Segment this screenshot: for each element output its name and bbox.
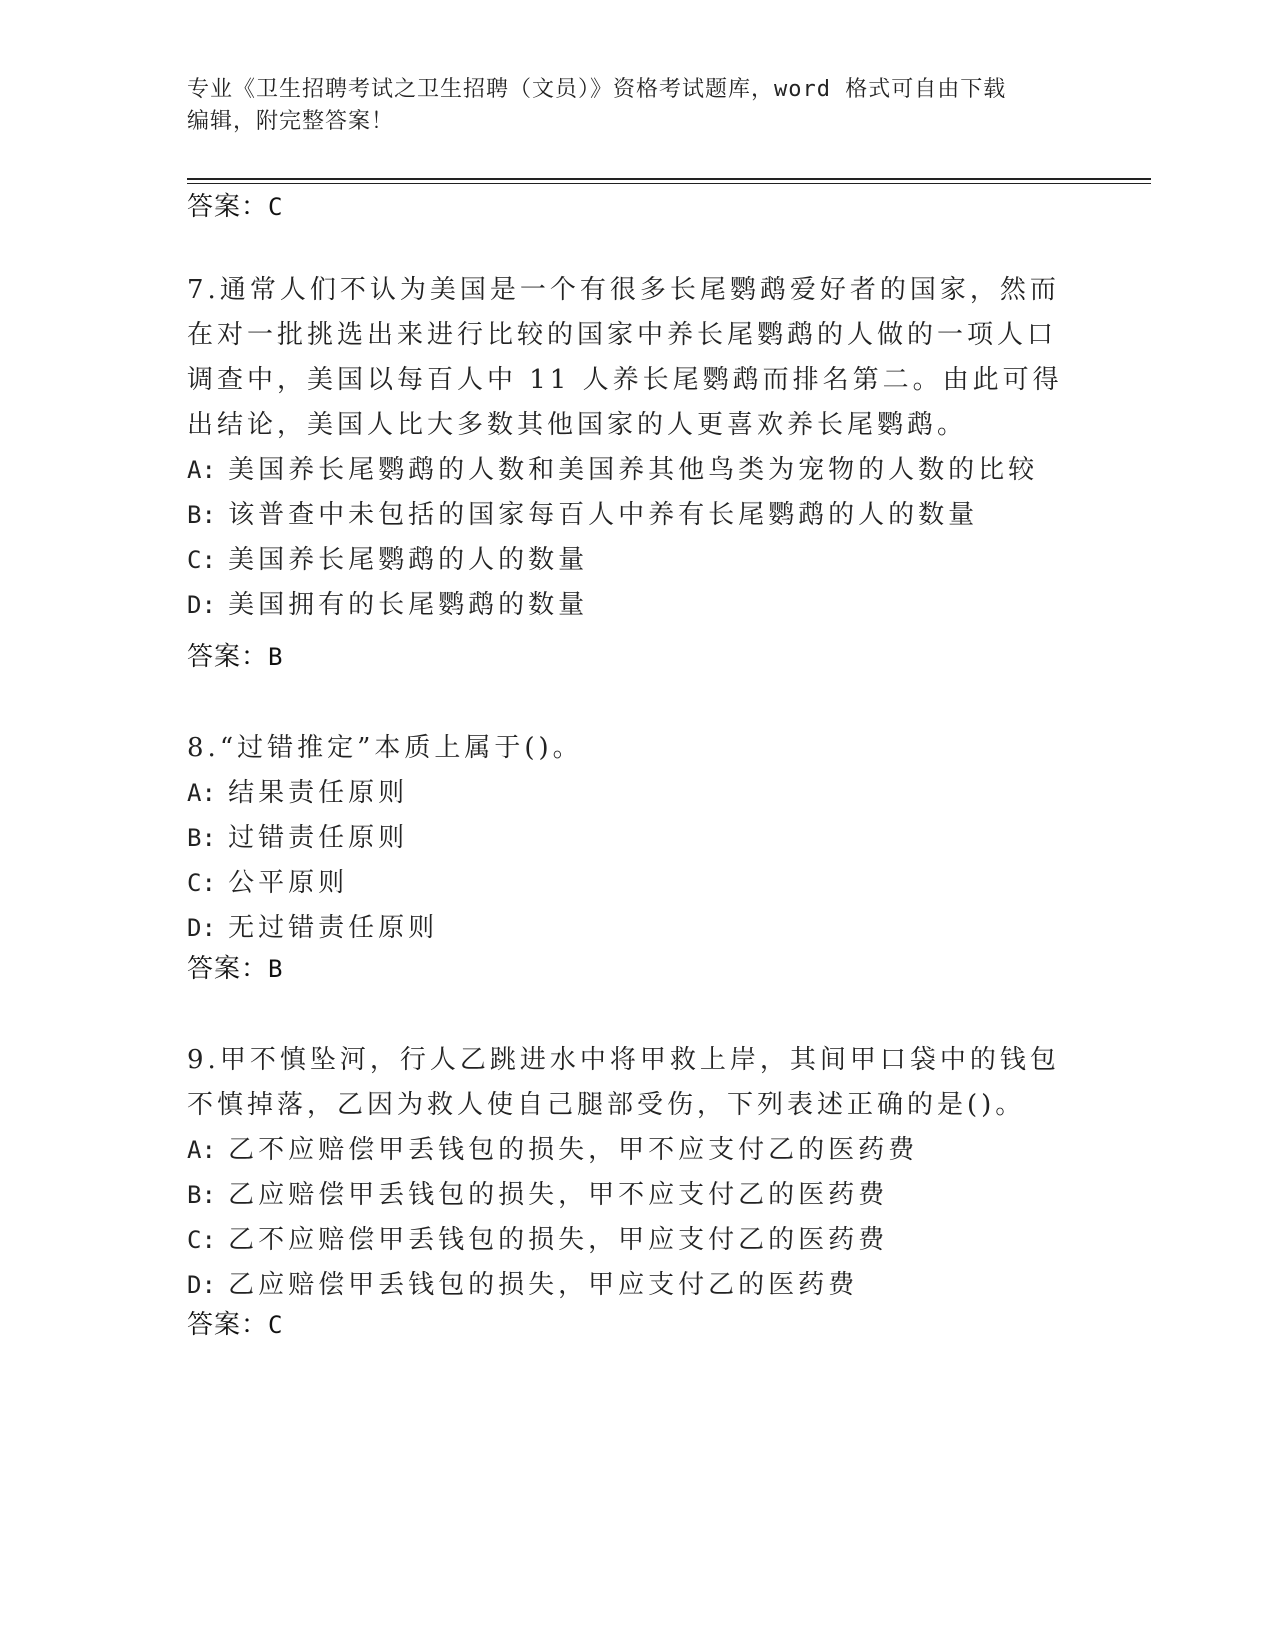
option-d bbox=[187, 1263, 1067, 1308]
question-text: 通常人们不认为美国是一个有很多长尾鹦鹉爱好者的国家，然而在对一批挑选出来进行比较的国家中养长尾鹦鹉的人做的一项人口调查中，美国以每百人中 11 人养长尾鹦鹉而排名第二。由此可得出结论，美国人比大多数其他国家的人更喜欢养长尾鹦鹉。 bbox=[187, 275, 1063, 440]
question-text: “过错推定”本质上属于()。 bbox=[219, 733, 583, 763]
question-stem bbox=[187, 268, 1067, 448]
option-d bbox=[187, 583, 1067, 628]
option-letter: A: bbox=[187, 1136, 216, 1164]
option-b bbox=[187, 816, 1067, 861]
answer-label: 答案： bbox=[187, 1310, 269, 1340]
option-text: 公平原则 bbox=[228, 868, 349, 898]
question-number: 9. bbox=[187, 1045, 220, 1075]
header-rule-thick bbox=[187, 178, 1151, 180]
answer-value: C bbox=[268, 193, 284, 221]
option-letter: C: bbox=[187, 1226, 216, 1254]
option-letter: B: bbox=[187, 501, 216, 529]
option-text: 美国养长尾鹦鹉的人数和美国养其他鸟类为宠物的人数的比较 bbox=[228, 455, 1039, 485]
option-letter: A: bbox=[187, 779, 216, 807]
answer-7 bbox=[187, 640, 283, 674]
option-letter: B: bbox=[187, 824, 216, 852]
answer-value: C bbox=[268, 1311, 284, 1339]
document-header bbox=[187, 74, 1067, 138]
option-letter: D: bbox=[187, 591, 216, 619]
answer-label: 答案： bbox=[187, 192, 269, 222]
option-letter: C: bbox=[187, 869, 216, 897]
question-9 bbox=[187, 1038, 1067, 1308]
question-number: 8. bbox=[187, 733, 220, 763]
previous-answer bbox=[187, 190, 283, 224]
option-text: 乙应赔偿甲丢钱包的损失，甲不应支付乙的医药费 bbox=[228, 1180, 889, 1210]
question-7 bbox=[187, 268, 1067, 628]
option-text: 美国养长尾鹦鹉的人的数量 bbox=[228, 545, 589, 575]
answer-8 bbox=[187, 952, 283, 986]
question-stem bbox=[187, 1038, 1067, 1128]
option-c bbox=[187, 1218, 1067, 1263]
option-a bbox=[187, 448, 1067, 493]
option-b bbox=[187, 1173, 1067, 1218]
option-text: 该普查中未包括的国家每百人中养有长尾鹦鹉的人的数量 bbox=[228, 500, 979, 530]
option-letter: B: bbox=[187, 1181, 216, 1209]
option-letter: D: bbox=[187, 914, 216, 942]
option-letter: C: bbox=[187, 546, 216, 574]
option-b bbox=[187, 493, 1067, 538]
answer-value: B bbox=[268, 643, 284, 671]
question-text: 甲不慎坠河，行人乙跳进水中将甲救上岸，其间甲口袋中的钱包不慎掉落，乙因为救人使自己腿部受伤，下列表述正确的是()。 bbox=[187, 1045, 1060, 1120]
option-text: 美国拥有的长尾鹦鹉的数量 bbox=[228, 590, 589, 620]
option-text: 过错责任原则 bbox=[228, 823, 409, 853]
answer-9 bbox=[187, 1308, 283, 1342]
option-text: 无过错责任原则 bbox=[228, 913, 439, 943]
question-8 bbox=[187, 726, 1067, 951]
option-c bbox=[187, 538, 1067, 583]
answer-value: B bbox=[268, 955, 284, 983]
answer-label: 答案： bbox=[187, 642, 269, 672]
question-number: 7. bbox=[187, 275, 220, 305]
option-text: 乙不应赔偿甲丢钱包的损失，甲应支付乙的医药费 bbox=[228, 1225, 889, 1255]
option-text: 结果责任原则 bbox=[228, 778, 409, 808]
option-a bbox=[187, 1128, 1067, 1173]
option-a bbox=[187, 771, 1067, 816]
option-text: 乙不应赔偿甲丢钱包的损失，甲不应支付乙的医药费 bbox=[228, 1135, 919, 1165]
header-rule-thin bbox=[187, 183, 1151, 184]
answer-label: 答案： bbox=[187, 954, 269, 984]
header-line-1: 专业《卫生招聘考试之卫生招聘（文员）》资格考试题库，word 格式可自由下载 bbox=[187, 77, 1007, 102]
option-letter: A: bbox=[187, 456, 216, 484]
option-c bbox=[187, 861, 1067, 906]
header-line-2: 编辑，附完整答案！ bbox=[187, 109, 395, 134]
option-text: 乙应赔偿甲丢钱包的损失，甲应支付乙的医药费 bbox=[228, 1270, 859, 1300]
option-d bbox=[187, 906, 1067, 951]
option-letter: D: bbox=[187, 1271, 216, 1299]
question-stem bbox=[187, 726, 1067, 771]
